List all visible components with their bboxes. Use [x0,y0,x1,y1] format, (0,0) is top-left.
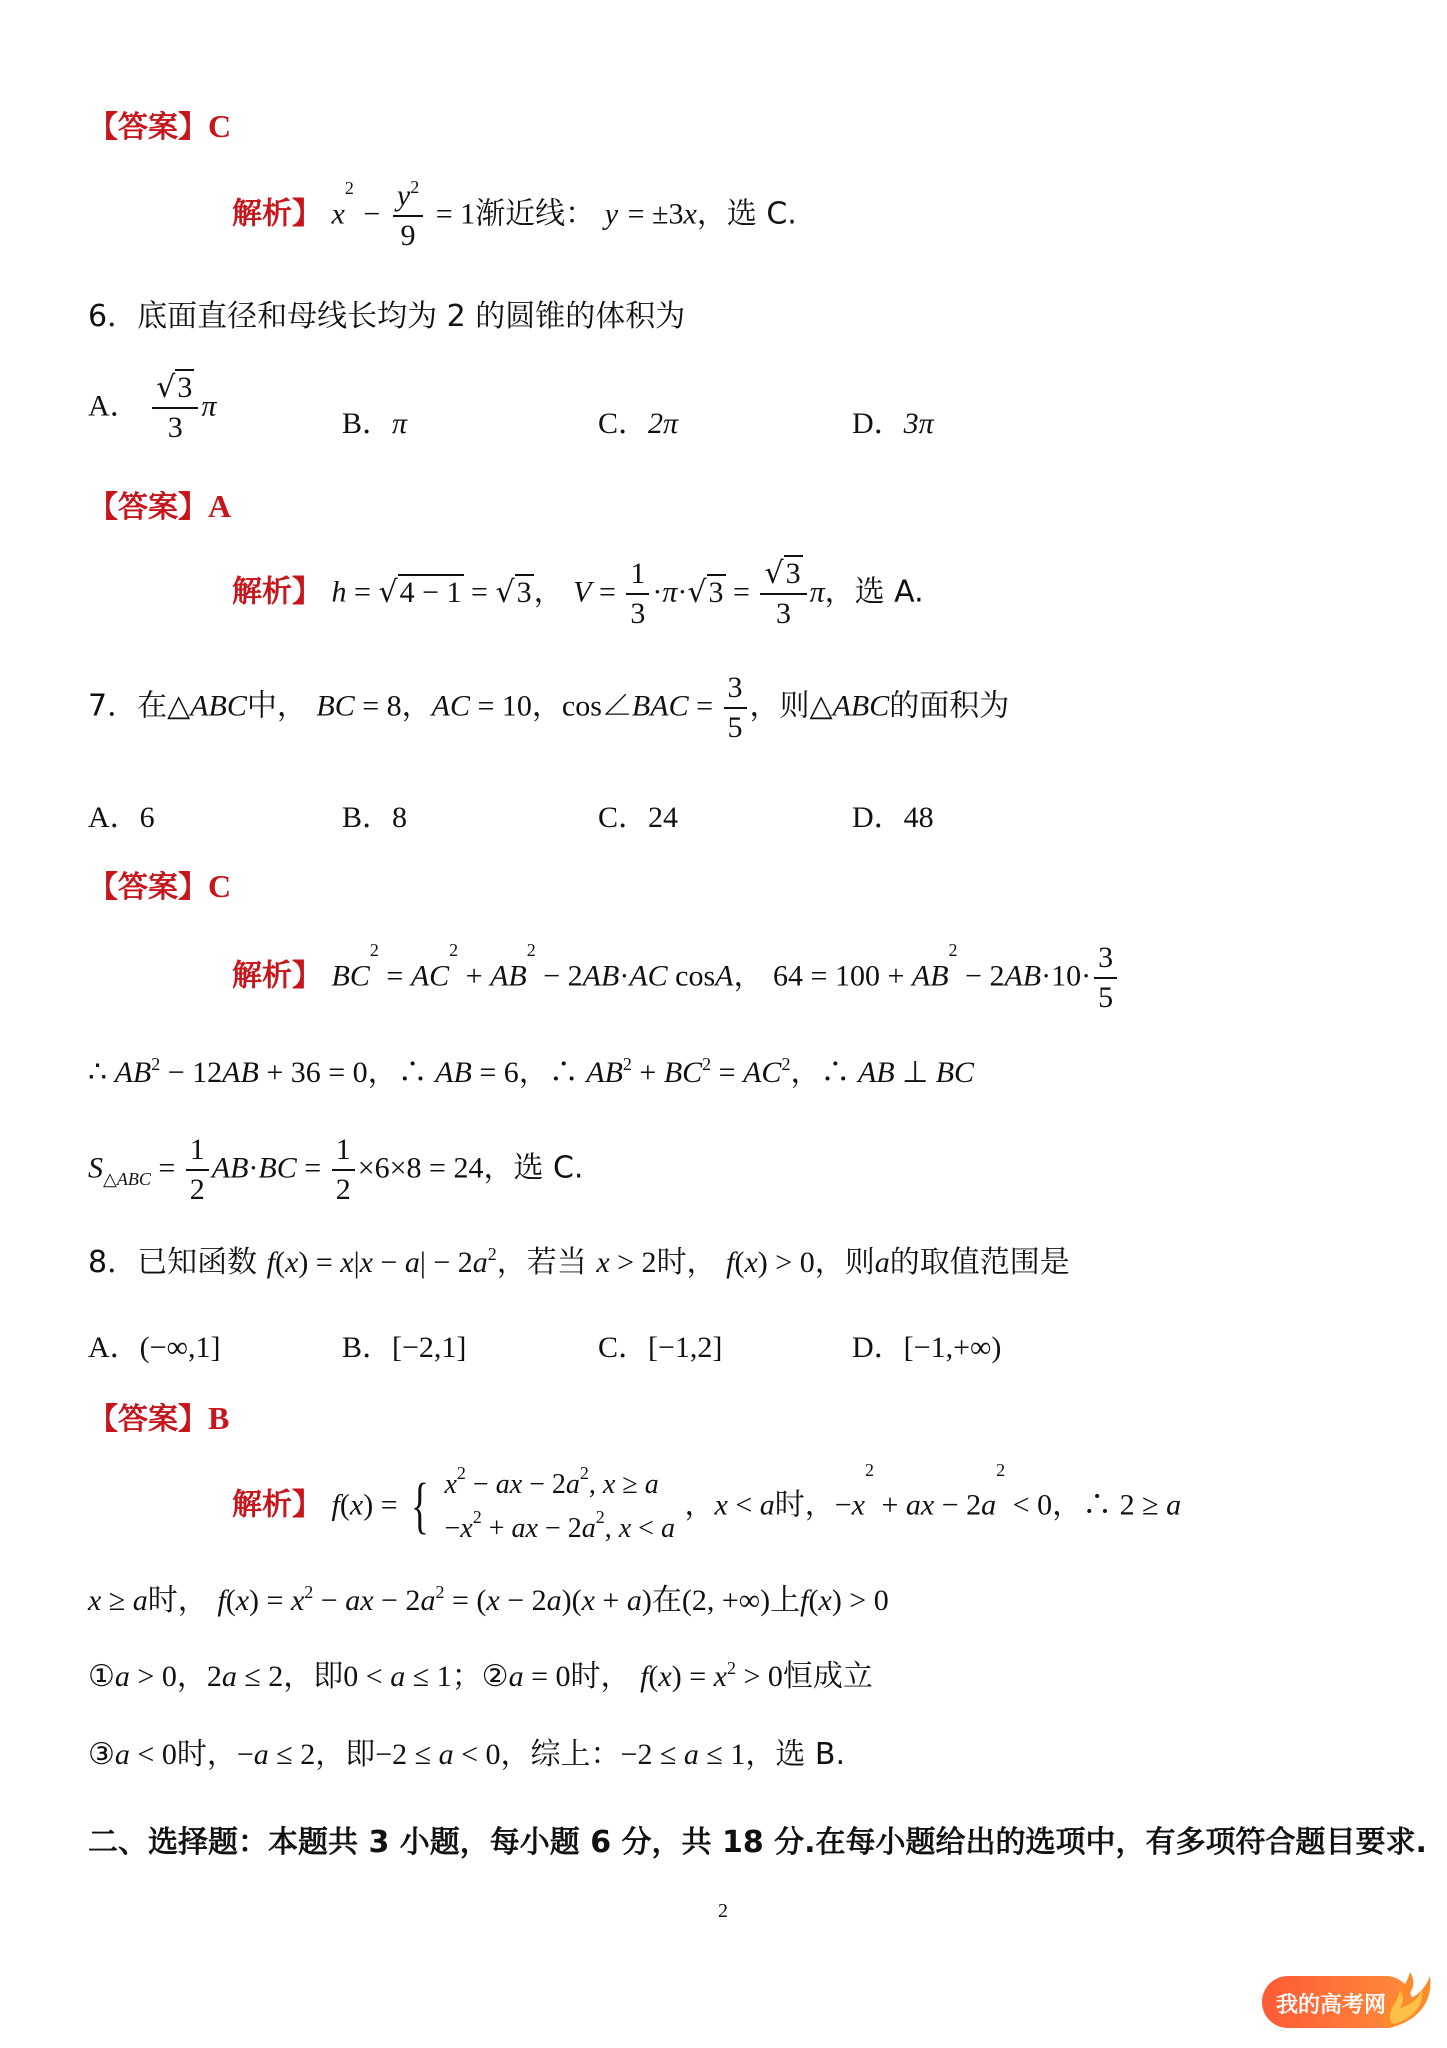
logo-text: 我的高考网 [1276,1993,1387,2018]
q7-option-c: C．24 [598,801,679,834]
site-logo [1262,1968,1442,2034]
q8-option-d: D．[−1,+∞) [852,1331,1002,1364]
q6-stem: 6．底面直径和母线长均为 2 的圆锥的体积为 [88,299,686,334]
q5-analysis-end: ，选 C. [696,196,797,232]
analysis-label: 解析】 [232,196,322,232]
flame-icon [1380,1968,1440,2034]
answer-label: 【答案】 [88,110,208,145]
q5-analysis-text: 渐近线： [475,196,596,232]
q8-answer: 【答案】B [88,1400,230,1437]
q7-option-a: A．6 [88,801,155,834]
q7-analysis-2: ∴ $AB^2 - 12AB + 36 = 0$，∴ AB = 6，∴ $AB^2 + BC^2 = AC^2$，∴ AB ⊥ BC [88,1054,975,1089]
answer-letter: C [208,108,232,144]
q8-option-a: A．(−∞,1] [88,1331,221,1364]
q7-option-d: D．48 [852,801,934,834]
q6-option-c: C．2π [598,407,679,440]
q7-stem: 7．在△ABC中， BC = 8，AC = 10，cos∠BAC = $\frac{3}{5}$ ，则△ABC的面积为 [88,671,1010,744]
q8-analysis-2: x ≥ a时， $f(x) = x^2$ − ax − $2a^2 = (x - 2a)(x + a)$在(2, +∞)上f(x) > 0 [88,1582,889,1618]
q6-option-b: B．π [342,407,408,440]
q8-option-b: B．[−2,1] [342,1331,467,1364]
section-heading: 二、选择题：本题共 3 小题，每小题 6 分，共 18 分.在每小题给出的选项中，有多项符合题目要求. [88,1825,1427,1860]
q7-analysis-1: 解析】 $BC^2 = AC^2 + AB^2 - 2AB\cdot AC$ cosA， $64 = 100 + AB^2 - 2AB\cdot 10\cdot$ $\frac{3}{5}$ [232,942,1120,1013]
q8-option-c: C．[−1,2] [598,1331,723,1364]
q8-stem: 8．已知函数 $f(x) = x|x - a| - 2a^2$，若当 x > 2时， f(x) > 0，则a的取值范围是 [88,1244,1070,1280]
q8-analysis-4: ③a < 0时，−a ≤ 2，即−2 ≤ a < 0，综上：−2 ≤ a ≤ 1，选 B. [88,1737,846,1772]
page-number: 2 [718,1900,728,1922]
q6-answer: 【答案】A [88,488,232,525]
q7-option-b: B．8 [342,801,408,834]
q7-answer: 【答案】C [88,868,232,905]
q6-analysis: 解析】 h = √4 − 1 = √3， V = $\frac{1}{3}$ ·π·√3 = $\frac{√3}{3}$ π，选 A. [232,556,924,630]
q8-analysis-1: 解析】 f(x) = { $x^2$ − ax − $2a^2$, x ≥ a $-x^2$ + ax − $2a^2$, x < a ，x < a时，$-x^2$ + ax − $2a^2 < 0$，∴ 2 ≥ a [232,1460,1182,1545]
q5-analysis: 解析】 $x^2$ − $\frac{y^2}{9}$ = 1渐近线： y = ±3x，选 C. [232,177,797,252]
q6-option-d: D．3π [852,407,934,440]
q7-analysis-3: $S_{\triangle ABC}$ = $\frac{1}{2}$ AB·BC = $\frac{1}{2}$ ×6×8 = 24，选 C. [88,1133,584,1206]
q5-answer [88,108,231,146]
q6-option-a: A． $\frac{√3}{3}$ π [88,370,217,444]
q8-analysis-3: ①a > 0，2a ≤ 2，即0 < a ≤ 1；②a = 0时， $f(x) = x^2 > 0$恒成立 [88,1658,873,1694]
